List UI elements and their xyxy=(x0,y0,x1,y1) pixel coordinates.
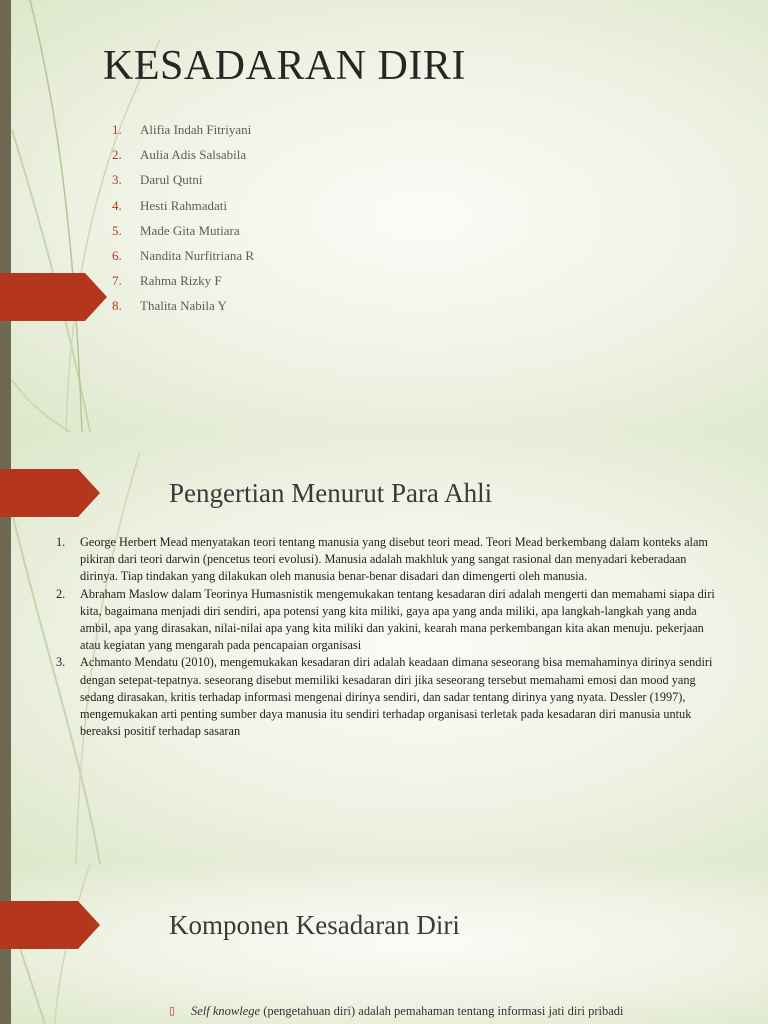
list-item xyxy=(112,198,254,223)
list-number: 4. xyxy=(112,197,122,213)
member-name: Nandita Nurfitriana R xyxy=(140,247,255,263)
list-item xyxy=(112,248,254,273)
bullet-icon: ▯ xyxy=(169,1005,176,1017)
bullet-text xyxy=(191,1004,624,1019)
member-list xyxy=(112,122,254,324)
list-item xyxy=(112,172,254,197)
accent-arrow xyxy=(0,901,100,949)
list-number: 1. xyxy=(56,535,66,549)
section-heading: Komponen Kesadaran Diri xyxy=(169,910,460,940)
definition-text: George Herbert Mead menyatakan teori tentang manusia yang disebut teori mead. Teori Mead berkembang dalam konteks alam pikiran dari teori darwin (pencetus teori evolusi). Manusia adalah makhluk yang sangat rasional dan menyadari keberadaan dirinya. Tiap tindakan yang dilakukan oleh manusia benar-benar disadari dan dimengerti oleh manusia. xyxy=(80,535,708,584)
bullet-description: (pengetahuan diri) adalah pemahaman tentang informasi jati diri pribadi xyxy=(260,1004,624,1018)
list-number: 2. xyxy=(112,147,122,163)
list-item xyxy=(112,122,254,147)
list-number: 5. xyxy=(112,222,122,238)
list-item xyxy=(112,223,254,248)
list-number: 1. xyxy=(112,122,122,137)
list-item xyxy=(169,1004,729,1019)
slide-definitions xyxy=(0,432,768,864)
decorative-curves xyxy=(0,864,768,1024)
member-name: Alifia Indah Fitriyani xyxy=(140,122,252,137)
list-item xyxy=(112,298,254,323)
slide-title xyxy=(0,0,768,432)
accent-arrow xyxy=(0,469,100,517)
slide-components xyxy=(0,864,768,1024)
list-number: 8. xyxy=(112,298,122,314)
member-name: Made Gita Mutiara xyxy=(140,222,240,238)
list-number: 7. xyxy=(112,273,122,289)
member-name: Rahma Rizky F xyxy=(140,273,222,289)
definition-text: Achmanto Mendatu (2010), mengemukakan kesadaran diri adalah keadaan dimana seseorang bisa memahaminya dirinya sendiri dengan setepat-tepatnya. seseorang disebut memiliki kesadaran diri jika seseorang tersebut memahami emosi dan mood yang sedang dirasakan, kritis terhadap informasi mengenai dirinya sendiri, dan sadar tentang dirinya yang nyata. Dessler (1997), mengemukakan arti penting sumber daya manusia itu sendiri terhadap organisasi terletak pada kesadaran diri manusia untuk bereaksi positif terhadap sasaran xyxy=(80,655,713,739)
slide-title-heading: KESADARAN DIRI xyxy=(103,43,466,89)
list-number: 2. xyxy=(56,586,66,601)
definition-text: Abraham Maslow dalam Teorinya Humasnistik mengemukakan tentang kesadaran diri adalah mengerti dan memahami siapa diri kita, bagaimana menjadi diri sendiri, apa potensi yang kita miliki, gaya apa yang anda miliki, apa langkah-langkah yang anda ambil, apa yang dirasakan, nilai-nilai apa yang kita miliki dan yakini, kearah mana perkembangan kita akan menuju. pekerjaan atau kegiatan yang mengarah pada pencapaian organisasi xyxy=(80,586,715,653)
list-item xyxy=(56,654,716,740)
accent-arrow xyxy=(0,273,107,321)
list-item xyxy=(56,534,716,586)
member-name: Darul Qutni xyxy=(140,172,203,188)
list-item xyxy=(112,147,254,172)
member-name: Aulia Adis Salsabila xyxy=(140,147,247,163)
section-heading: Pengertian Menurut Para Ahli xyxy=(169,478,493,508)
sidebar-strip xyxy=(0,0,11,432)
member-name: Thalita Nabila Y xyxy=(140,298,227,314)
list-item xyxy=(112,273,254,298)
list-number: 3. xyxy=(56,655,66,670)
bullet-term: Self knowlege xyxy=(191,1004,261,1018)
list-number: 3. xyxy=(112,172,122,188)
definition-list xyxy=(56,534,716,740)
list-number: 6. xyxy=(112,247,122,263)
list-item xyxy=(56,586,716,655)
member-name: Hesti Rahmadati xyxy=(140,197,228,213)
